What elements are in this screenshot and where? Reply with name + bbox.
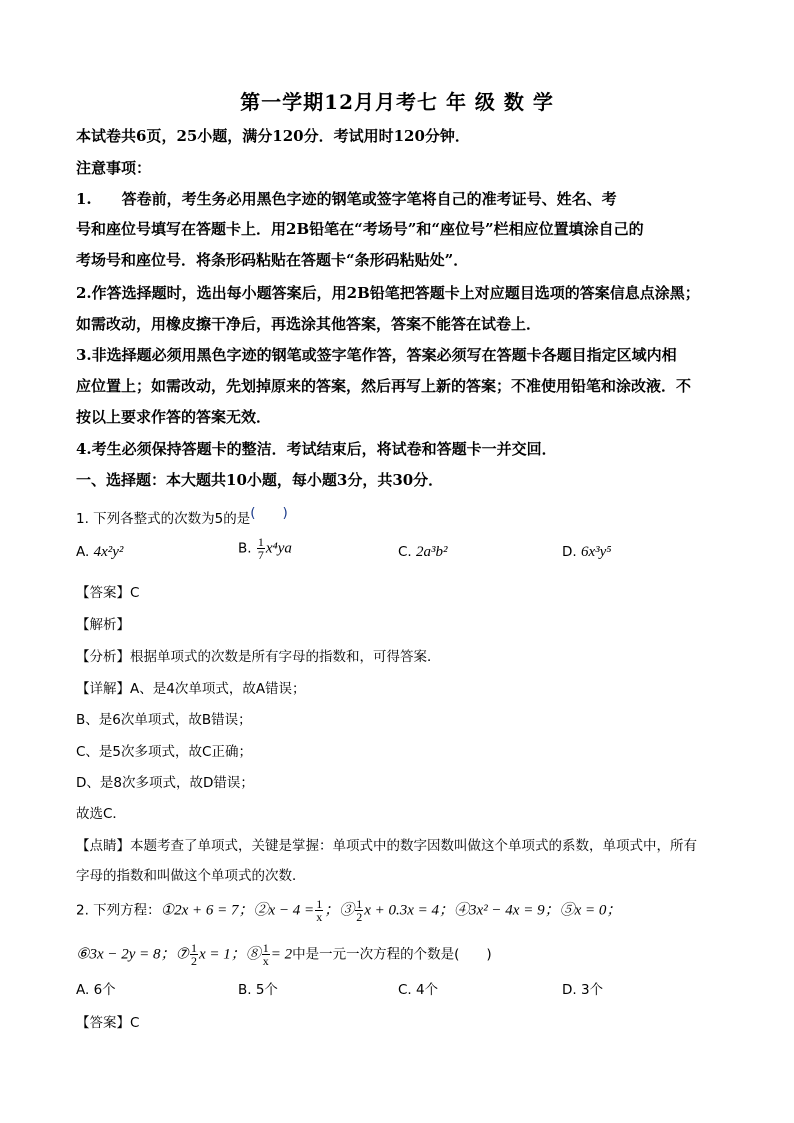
note-line: 应位置上；如需改动，先划掉原来的答案，然后再写上新的答案；不准使用铅笔和涂改液．不 <box>76 377 692 395</box>
note-line: 3.非选择题必须用黑色字迹的钢笔或签字笔作答，答案必须写在答题卡各题目指定区域内相 <box>76 346 677 364</box>
equation-2: ②x − 4 = <box>253 902 315 919</box>
equation-7: ⑦ <box>175 946 189 963</box>
analysis-tag: 【解析】 <box>76 617 130 633</box>
fraction: $\frac{1}{7}$ <box>257 535 264 562</box>
comment-line: 【点睛】本题考查了单项式，关键是掌握：单项式中的数字因数叫做这个单项式的系数，单项式中，所有 <box>76 838 697 854</box>
question-2-line-1: 2. 下列方程：①2x + 6 = 7；②x − 4 = $\frac{1}{x}$ ；③ $\frac{1}{2}$ x + 0.3x = 4；④3x² − 4x = 9；⑤x = 0； <box>76 897 622 924</box>
fraction: $\frac{1}{2}$ <box>356 897 363 924</box>
equation-5: ⑤x = 0； <box>559 902 622 919</box>
note-line: 号和座位号填写在答题卡上．用2B铅笔在“考场号”和“座位号”栏相应位置填涂自己的 <box>76 220 644 238</box>
question-1-text: 1. 下列各整式的次数为5的是 <box>76 511 251 527</box>
note-line: 考场号和座位号．将条形码粘贴在答题卡“条形码粘贴处”． <box>76 251 469 269</box>
note-line: 按以上要求作答的答案无效． <box>76 408 272 426</box>
note-line: 2.作答选择题时，选出每小题答案后，用2B铅笔把答题卡上对应题目选项的答案信息点涂黑； <box>76 284 700 302</box>
note-line: 4.考生必须保持答题卡的整洁．考试结束后，将试卷和答题卡一并交回． <box>76 440 557 458</box>
fraction: $\frac{1}{x}$ <box>316 897 323 924</box>
equation-8: ⑧ <box>245 946 261 963</box>
section-heading: 一、选择题：本大题共10小题，每小题3分，共30分． <box>76 471 444 489</box>
option-expression: 6x³y⁵ <box>580 544 612 560</box>
option-expression: 2a³b² <box>416 544 448 560</box>
exam-intro: 本试卷共6页，25小题，满分120分．考试用时120分钟． <box>76 127 470 145</box>
question-2-text: 2. 下列方程： <box>76 902 161 919</box>
option-label: A. <box>76 544 90 560</box>
equation-3: ③ <box>339 902 355 919</box>
answer-value: C <box>130 585 140 601</box>
analysis-text: 【分析】根据单项式的次数是所有字母的指数和，可得答案． <box>76 649 441 665</box>
option-d: D. 3个 <box>562 982 604 998</box>
option-a: A. 6个 <box>76 982 116 998</box>
fraction: $\frac{1}{x}$ <box>262 941 269 968</box>
answer-line <box>76 1011 741 1031</box>
option-d <box>562 544 612 561</box>
detail-line: B、是6次单项式，故B错误； <box>76 712 252 728</box>
question-2-tail: 中是一元一次方程的个数是( ) <box>292 946 492 963</box>
page-title: 第一学期12月月考七 年 级 数 学 <box>240 90 554 114</box>
equation-4: ④3x² − 4x = 9； <box>454 902 560 919</box>
note-line: 1. 答卷前，考生务必用黑色字迹的钢笔或签字笔将自己的准考证号、姓名、考 <box>76 190 617 208</box>
option-b <box>238 536 292 561</box>
comment-line: 字母的指数和叫做这个单项式的次数． <box>76 868 306 884</box>
answer-value: C <box>130 1015 140 1031</box>
option-label: D. <box>562 544 577 560</box>
answer-tag: 【答案】 <box>76 585 130 601</box>
note-line: 如需改动，用橡皮擦干净后，再选涂其他答案，答案不能答在试卷上． <box>76 315 542 333</box>
question-2-line-2: ⑥3x − 2y = 8；⑦ $\frac{1}{2}$ x = 1；⑧ $\frac{1}{x}$ = 2中是一元一次方程的个数是( ) <box>76 941 492 968</box>
option-a <box>76 544 123 561</box>
option-expression: x⁴ya <box>265 540 292 557</box>
question-1-stem <box>76 507 741 527</box>
fraction: $\frac{1}{2}$ <box>190 941 197 968</box>
answer-line <box>76 581 741 601</box>
option-label: C. <box>398 544 412 560</box>
notice-heading: 注意事项： <box>76 159 152 177</box>
equation-6: ⑥3x − 2y = 8； <box>76 946 176 963</box>
detail-line: 【详解】A、是4次单项式，故A错误； <box>76 681 306 697</box>
option-b: B. 5个 <box>238 982 278 998</box>
option-expression: 4x²y² <box>93 544 124 560</box>
option-c <box>398 544 448 561</box>
equation-1: ①2x + 6 = 7； <box>160 902 254 919</box>
option-label: B. <box>238 540 252 557</box>
detail-line: D、是8次多项式，故D错误； <box>76 775 254 791</box>
answer-bracket: ( ) <box>250 505 288 521</box>
answer-tag: 【答案】 <box>76 1015 130 1031</box>
option-c: C. 4个 <box>398 982 439 998</box>
detail-line: C、是5次多项式，故C正确； <box>76 744 252 760</box>
detail-line: 故选C． <box>76 806 126 822</box>
